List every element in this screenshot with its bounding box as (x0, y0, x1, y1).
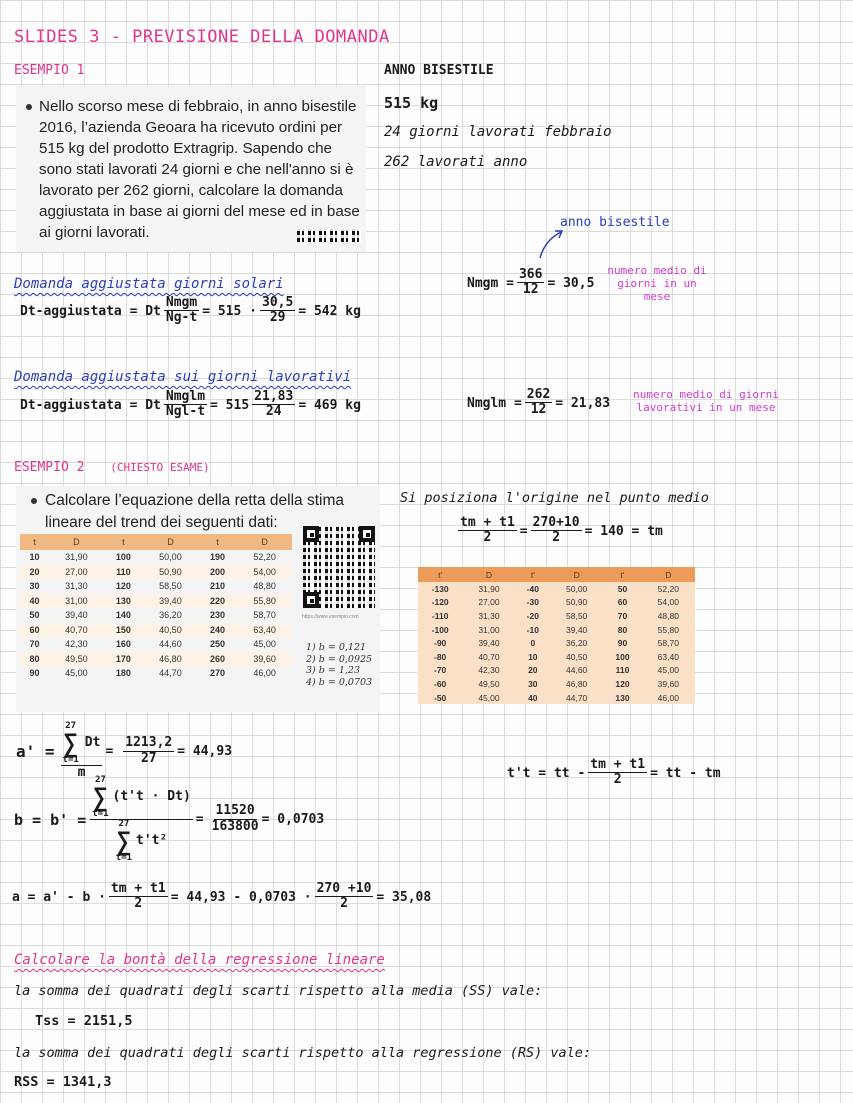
note-515kg: 515 kg (384, 94, 439, 112)
sigma-icon: ∑ (63, 729, 79, 758)
example-2-tag: (CHIESTO ESAME) (110, 461, 210, 474)
table-cell: 36,20 (550, 636, 603, 650)
table-cell: 44,70 (550, 691, 603, 705)
sigma-bottom: t=1 (62, 755, 79, 765)
qr-caption: https://www.esempio.com (302, 614, 359, 620)
f2-result: = 469 kg (298, 397, 361, 413)
formula-nmgm (467, 268, 594, 298)
table-cell: 50,00 (550, 582, 603, 596)
table-header-cell: D (462, 567, 515, 582)
formula-a-prime (16, 722, 232, 781)
table-row (20, 594, 292, 609)
table-cell: 230 (209, 610, 226, 621)
tss-value: Tss = 2151,5 (35, 1013, 133, 1029)
table-cell: 100 (115, 552, 131, 563)
table-cell: 54,00 (237, 565, 292, 580)
table-cell: 39,40 (462, 636, 515, 650)
nmglm-lhs: Nmglm = (467, 395, 522, 411)
table-cell: 110 (603, 664, 641, 678)
table-cell: 90 (29, 668, 40, 679)
table-cell: 63,40 (237, 623, 292, 638)
b-num2: 11520 (215, 803, 255, 819)
table-cell: 260 (198, 652, 237, 667)
bullet-icon (26, 104, 32, 110)
nmgm-result: = 30,5 (547, 275, 595, 291)
table-header-cell: t (104, 534, 143, 550)
table-row (20, 579, 292, 594)
table-cell: 48,80 (253, 581, 276, 592)
a-result: = 35,08 (376, 889, 432, 905)
bullet-icon (31, 498, 37, 504)
a-prime-lhs: a' = (16, 741, 55, 761)
table-cell: 42,30 (462, 664, 515, 678)
a-num2: 270 +10 (316, 881, 372, 896)
table-cell: 49,50 (49, 652, 104, 667)
table-cell: 39,60 (642, 677, 695, 691)
table-cell: 45,00 (642, 664, 695, 678)
table-cell: -130 (418, 582, 462, 596)
a-prime-term: Dt (84, 735, 101, 751)
table-row (418, 596, 695, 610)
table-header-cell: D (237, 534, 292, 550)
qr-finder (303, 526, 319, 542)
qr-code-small (297, 229, 361, 242)
example-1-label: ESEMPIO 1 (14, 63, 85, 78)
table-cell: -10 (516, 623, 550, 637)
table-cell: 30 (516, 677, 550, 691)
regression-line-2: la somma dei quadrati degli scarti rispetto alla regressione (RS) vale: (14, 1045, 592, 1061)
table-row (20, 565, 292, 580)
formula-a (12, 882, 431, 912)
a-lhs: a = a' - b · (12, 889, 106, 905)
table-row (418, 677, 695, 691)
formula-tm (455, 516, 663, 546)
table-header-cell: D (143, 534, 198, 550)
table-row (418, 609, 695, 623)
table-row (418, 582, 695, 596)
table-cell: 58,50 (550, 609, 603, 623)
f1-den2: 29 (269, 310, 286, 326)
nmgm-den: 12 (522, 282, 539, 298)
a-prime-den: m (77, 765, 86, 780)
table-row (20, 637, 292, 652)
f2-lhs: Dt-aggiustata = Dt (20, 397, 161, 413)
f1-result: = 542 kg (298, 303, 361, 319)
table-cell: 58,70 (253, 610, 276, 621)
table-row (20, 550, 292, 565)
b-den2: 163800 (211, 818, 259, 834)
table-cell: 44,70 (159, 668, 182, 679)
table-cell: 170 (104, 652, 143, 667)
a-prime-result: = 44,93 (177, 743, 233, 759)
table-cell: 36,20 (159, 610, 182, 621)
t-prime-den: 2 (613, 772, 622, 788)
sigma-icon: ∑ (116, 827, 132, 856)
table-cell: 39,40 (550, 623, 603, 637)
table-cell: 270 (209, 668, 226, 679)
answer-2: 2) b = 0,0925 (306, 653, 373, 665)
table-row (20, 608, 292, 623)
answer-4: 4) b = 0,0703 (306, 676, 373, 688)
nmgm-num: 366 (518, 267, 543, 282)
t-prime-lhs: t't = tt - (507, 765, 586, 781)
heading-lavorativi: Domanda aggiustata sui giorni lavorativi (14, 369, 352, 385)
f1-den: Ng-t (165, 310, 198, 326)
table-cell: 52,20 (642, 582, 695, 596)
a-den2: 2 (340, 896, 348, 912)
table-header-cell: D (642, 567, 695, 582)
a-prime-num2: 1213,2 (125, 735, 173, 751)
table-row (20, 666, 292, 681)
table-cell: 46,80 (143, 652, 198, 667)
table-cell: 70 (603, 609, 641, 623)
f2-den2: 24 (265, 404, 282, 420)
table-cell: 250 (209, 639, 226, 650)
sigma-bottom: t=1 (115, 853, 132, 863)
table-cell: 40,70 (49, 623, 104, 638)
table-cell: 140 (115, 610, 131, 621)
b-term-den: t't² (136, 833, 168, 849)
f2-num2: 21,83 (254, 389, 294, 404)
table-cell: -40 (516, 582, 550, 596)
table-row (418, 636, 695, 650)
table-cell: 31,00 (462, 623, 515, 637)
a-num: tm + t1 (110, 881, 166, 896)
table-cell: 160 (115, 639, 131, 650)
table-header-cell: t' (603, 567, 641, 582)
regression-line-1: la somma dei quadrati degli scarti rispetto alla media (SS) vale: (14, 983, 543, 999)
f1-num2: 30,5 (262, 295, 294, 310)
f1-mid: = 515 · (202, 303, 257, 319)
table-cell: 46,00 (253, 668, 276, 679)
heading-solari: Domanda aggiustata giorni solari (14, 276, 284, 292)
qr-finder (303, 592, 319, 608)
tm-num2: 270+10 (532, 515, 580, 530)
table-cell: 240 (198, 623, 237, 638)
table-cell: 48,80 (642, 609, 695, 623)
table-cell: 120 (603, 677, 641, 691)
note-anno-bisestile: ANNO BISESTILE (384, 63, 494, 78)
table-row (418, 623, 695, 637)
table-cell: 210 (209, 581, 226, 592)
table-cell: 45,00 (462, 691, 515, 705)
page-title: SLIDES 3 - PREVISIONE DELLA DOMANDA (14, 27, 390, 47)
arrow-note: anno bisestile (560, 215, 670, 230)
table-cell: -20 (516, 609, 550, 623)
table-cell: 220 (198, 594, 237, 609)
formula-lavorativi (20, 390, 361, 420)
arrow-icon (535, 228, 565, 262)
table-cell: 130 (603, 691, 641, 705)
a-den: 2 (134, 896, 143, 912)
f1-num: Nmgm (165, 295, 198, 310)
note-262-lavorati: 262 lavorati anno (384, 154, 528, 170)
table-cell: 40 (20, 594, 49, 609)
regression-title: Calcolare la bontà della regressione lineare (14, 952, 385, 968)
formula-solari (20, 296, 361, 326)
table-cell: 20 (20, 565, 49, 580)
a-mid: = 44,93 - 0,0703 · (170, 889, 312, 905)
table-cell: 45,00 (65, 668, 88, 679)
table-cell: 60 (20, 623, 49, 638)
table-cell: 27,00 (49, 565, 104, 580)
a-prime-eq: = (105, 743, 114, 759)
table-cell: 55,80 (237, 594, 292, 609)
table-header-cell: t (198, 534, 237, 550)
table-cell: 46,80 (550, 677, 603, 691)
table-cell: 31,90 (462, 582, 515, 596)
table-cell: 80 (603, 623, 641, 637)
table-row (418, 664, 695, 678)
sigma-icon: ∑ (92, 783, 108, 812)
table-cell: 50 (603, 582, 641, 596)
table-cell: 40,50 (550, 650, 603, 664)
table-cell: -120 (418, 596, 462, 610)
note-24-giorni: 24 giorni lavorati febbraio (384, 124, 612, 140)
sigma-top: 27 (118, 819, 130, 829)
table-cell: 60 (603, 596, 641, 610)
t-prime-result: = tt - tm (650, 765, 721, 781)
formula-t-prime (507, 758, 721, 788)
table-cell: 31,30 (462, 609, 515, 623)
tm-num: tm + t1 (460, 515, 515, 530)
table-cell: 27,00 (462, 596, 515, 610)
table-cell: 55,80 (642, 623, 695, 637)
table-cell: 80 (20, 652, 49, 667)
table-cell: -30 (516, 596, 550, 610)
table-header-cell: D (49, 534, 104, 550)
table-cell: 31,90 (65, 552, 88, 563)
example-2-label-text: ESEMPIO 2 (14, 460, 85, 475)
nmglm-den: 12 (530, 402, 547, 418)
table-cell: 49,50 (462, 677, 515, 691)
sigma-top: 27 (94, 775, 106, 785)
table-cell: -60 (418, 677, 462, 691)
nmglm-num: 262 (526, 387, 551, 402)
table-cell: 40 (516, 691, 550, 705)
table-cell: 39,40 (65, 610, 88, 621)
table-cell: 20 (516, 664, 550, 678)
table-cell: 10 (516, 650, 550, 664)
tm-eq: = (519, 523, 528, 539)
qr-finder (359, 526, 375, 542)
table-row (20, 623, 292, 638)
nmglm-result: = 21,83 (555, 395, 611, 411)
formula-b (14, 776, 324, 863)
table-cell: -100 (418, 623, 462, 637)
data-table-shifted (418, 567, 695, 704)
table-cell: 90 (603, 636, 641, 650)
table-cell: 110 (104, 565, 143, 580)
table-cell: -70 (418, 664, 462, 678)
f2-den: Ngl-t (165, 404, 206, 420)
formula-nmglm (467, 388, 610, 418)
table-cell: -90 (418, 636, 462, 650)
origin-note: Si posiziona l'origine nel punto medio (400, 490, 709, 506)
table-row (418, 650, 695, 664)
table-cell: 30 (29, 581, 40, 592)
table-cell: 58,70 (642, 636, 695, 650)
table-cell: 120 (115, 581, 131, 592)
table-cell: 50 (29, 610, 40, 621)
f1-lhs: Dt-aggiustata = Dt (20, 303, 161, 319)
table-cell: 130 (104, 594, 143, 609)
qr-code (303, 526, 375, 608)
table-cell: 31,30 (65, 581, 88, 592)
table-cell: 10 (29, 552, 40, 563)
b-term-num: (t't · Dt) (112, 789, 191, 805)
answer-3: 3) b = 1,23 (306, 665, 361, 676)
data-table-original (20, 534, 292, 681)
table-cell: 190 (209, 552, 226, 563)
sigma-top: 27 (65, 721, 77, 731)
table-cell: 44,60 (550, 664, 603, 678)
table-cell: 40,70 (462, 650, 515, 664)
t-prime-num: tm + t1 (590, 757, 646, 772)
table-cell: 0 (516, 636, 550, 650)
table-cell: 52,20 (253, 552, 276, 563)
tm-den2: 2 (552, 530, 561, 546)
table-cell: 200 (198, 565, 237, 580)
table-cell: 100 (603, 650, 641, 664)
sigma-bottom: t=1 (92, 809, 109, 819)
table-cell: 58,50 (159, 581, 182, 592)
f2-num: Nmglm (165, 389, 206, 404)
table-cell: 50,00 (159, 552, 182, 563)
table-cell: 50,90 (143, 565, 198, 580)
a-prime-den2: 27 (140, 750, 157, 766)
table-cell: -80 (418, 650, 462, 664)
example-1-text: Nello scorso mese di febbraio, in anno bisestile 2016, l’azienda Geoara ha ricevuto ordini per 515 kg del prodotto Extragrip. Sapendo che sono stati lavorati 24 giorni e che nell'anno si è lavorato per 262 giorni, calcolare la domanda aggiustata in base ai giorni del mese ed in base ai giorni lavorati. (39, 98, 360, 241)
example-2-text: Calcolare l’equazione della retta della stima lineare del trend dei seguenti dati: (45, 492, 344, 531)
table-cell: 40,50 (143, 623, 198, 638)
tm-den: 2 (483, 530, 492, 546)
answer-1: 1) b = 0,121 (306, 642, 367, 653)
table-cell: 54,00 (642, 596, 695, 610)
table-cell: 39,60 (237, 652, 292, 667)
b-lhs: b = b' = (14, 810, 87, 829)
table-cell: 44,60 (159, 639, 182, 650)
table-cell: 42,30 (65, 639, 88, 650)
nmgm-lhs: Nmgm = (467, 275, 514, 291)
table-header-cell: D (550, 567, 603, 582)
table-header-cell: t' (418, 567, 462, 582)
table-header-cell: t (20, 534, 49, 550)
rss-value: RSS = 1341,3 (14, 1074, 112, 1090)
table-cell: -110 (418, 609, 462, 623)
table-header-cell: t' (516, 567, 550, 582)
example-2-label (14, 460, 210, 475)
answer-options (306, 642, 372, 688)
table-cell: 70 (29, 639, 40, 650)
b-result: = 0,0703 (261, 812, 325, 827)
table-cell: 46,00 (642, 691, 695, 705)
table-cell: 39,40 (143, 594, 198, 609)
table-cell: 45,00 (253, 639, 276, 650)
tm-result: = 140 = tm (584, 523, 663, 539)
b-eq: = (195, 812, 204, 827)
table-cell: 150 (104, 623, 143, 638)
table-cell: 180 (115, 668, 131, 679)
table-cell: 31,00 (49, 594, 104, 609)
table-row (20, 652, 292, 667)
table-row (418, 691, 695, 705)
nmgm-note: numero medio di giorni in un mese (607, 264, 707, 303)
table-cell: 63,40 (642, 650, 695, 664)
table-cell: 50,90 (550, 596, 603, 610)
table-cell: -50 (418, 691, 462, 705)
nmglm-note: numero medio di giorni lavorativi in un mese (633, 388, 779, 414)
f2-mid: = 515 (210, 397, 250, 413)
